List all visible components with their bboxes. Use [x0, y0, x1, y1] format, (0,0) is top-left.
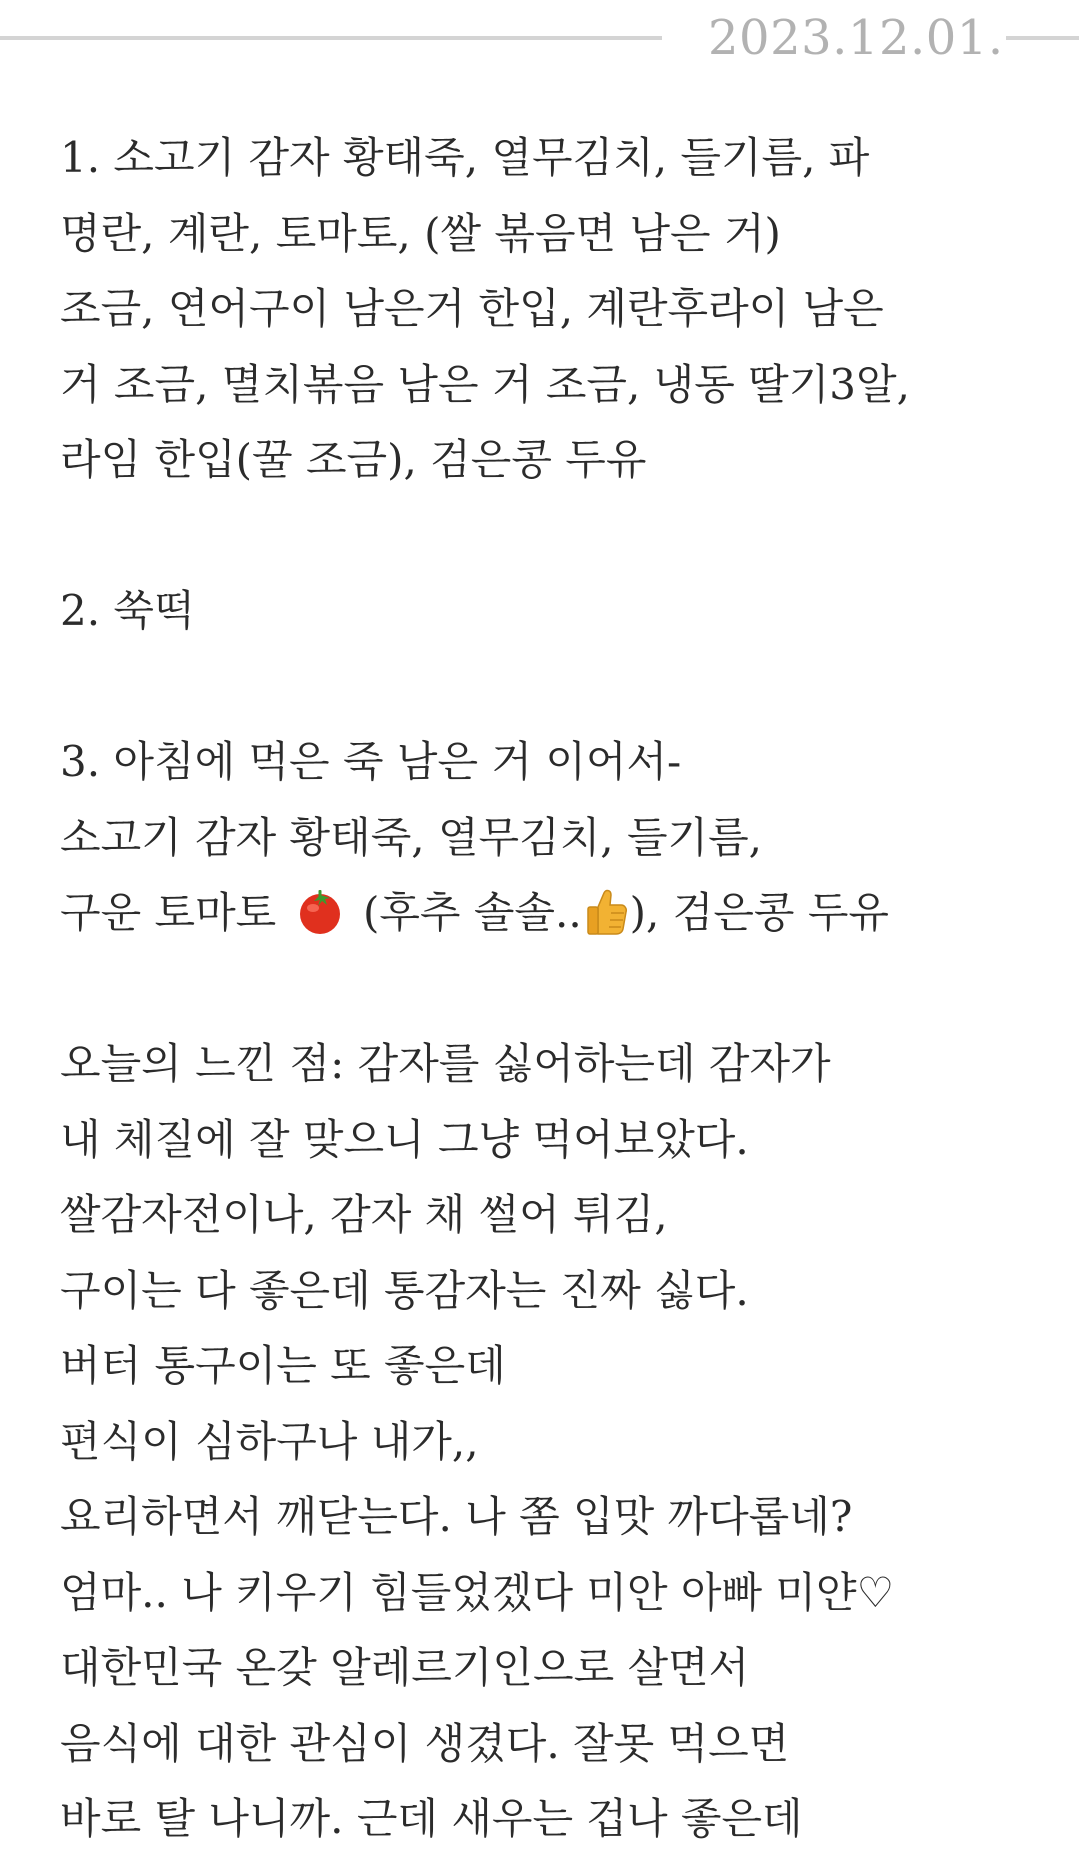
reflection-line: 편식이 심하구나 내가,,: [60, 1416, 479, 1466]
meal3-text-segment: 구운 토마토: [60, 888, 277, 937]
meal1-line: 명란, 계란, 토마토, (쌀 볶음면 남은 거): [60, 208, 781, 258]
reflection-line: 바로 탈 나니까. 근데 새우는 겁나 좋은데: [60, 1794, 803, 1843]
thumbs-up-icon: [584, 887, 628, 937]
meal3-text-segment: (후추 솔솔..: [362, 888, 582, 937]
reflection-line: 구이는 다 좋은데 통감자는 진짜 싫다.: [60, 1265, 749, 1315]
paragraph-gap: [60, 951, 1060, 1027]
reflection-line: 버터 통구이는 또 좋은데: [60, 1341, 506, 1390]
meal1-line: 라임 한입(꿀 조금), 검은콩 두유: [60, 435, 647, 484]
meal1-line: 조금, 연어구이 남은거 한입, 계란후라이 남은: [60, 284, 884, 333]
meal3-line: 소고기 감자 황태죽, 열무김치, 들기름,: [60, 812, 763, 862]
reflection-line: 쌀감자전이나, 감자 채 썰어 튀김,: [60, 1190, 668, 1239]
date-header: [0, 0, 1079, 80]
paragraph-gap: [60, 498, 1060, 574]
paragraph-gap: [60, 649, 1060, 725]
reflection-line: 대한민국 온갖 알레르기인으로 살면서: [60, 1643, 750, 1692]
reflection-line: 엄마.. 나 키우기 힘들었겠다 미안 아빠 미얀♡: [60, 1567, 895, 1617]
reflection-line: 요리하면서 깨닫는다. 나 쫌 입맛 까다롭네?: [60, 1492, 853, 1541]
reflection-line: 내 체질에 잘 맞으니 그냥 먹어보았다.: [60, 1114, 749, 1164]
meal3-text-segment: ), 검은콩 두유: [629, 888, 889, 937]
tomato-icon: [294, 885, 346, 937]
diary-entry: [60, 120, 1060, 1857]
meal1-line: 1. 소고기 감자 황태죽, 열무김치, 들기름, 파: [60, 133, 870, 182]
reflection-line: 음식에 대한 관심이 생겼다. 잘못 먹으면: [60, 1718, 790, 1768]
entry-date: 2023.12.01.: [708, 10, 1004, 66]
meal3-line-with-emoji: [60, 875, 1060, 951]
meal2-line: 2. 쑥떡: [60, 586, 195, 635]
meal1-line: 거 조금, 멸치볶음 남은 거 조금, 냉동 딸기3알,: [60, 359, 910, 409]
date-rule-left: [0, 36, 662, 40]
date-rule-right: [1006, 36, 1079, 40]
reflection-line: 오늘의 느낀 점: 감자를 싫어하는데 감자가: [60, 1039, 831, 1088]
meal3-line: 3. 아침에 먹은 죽 남은 거 이어서-: [60, 737, 682, 786]
